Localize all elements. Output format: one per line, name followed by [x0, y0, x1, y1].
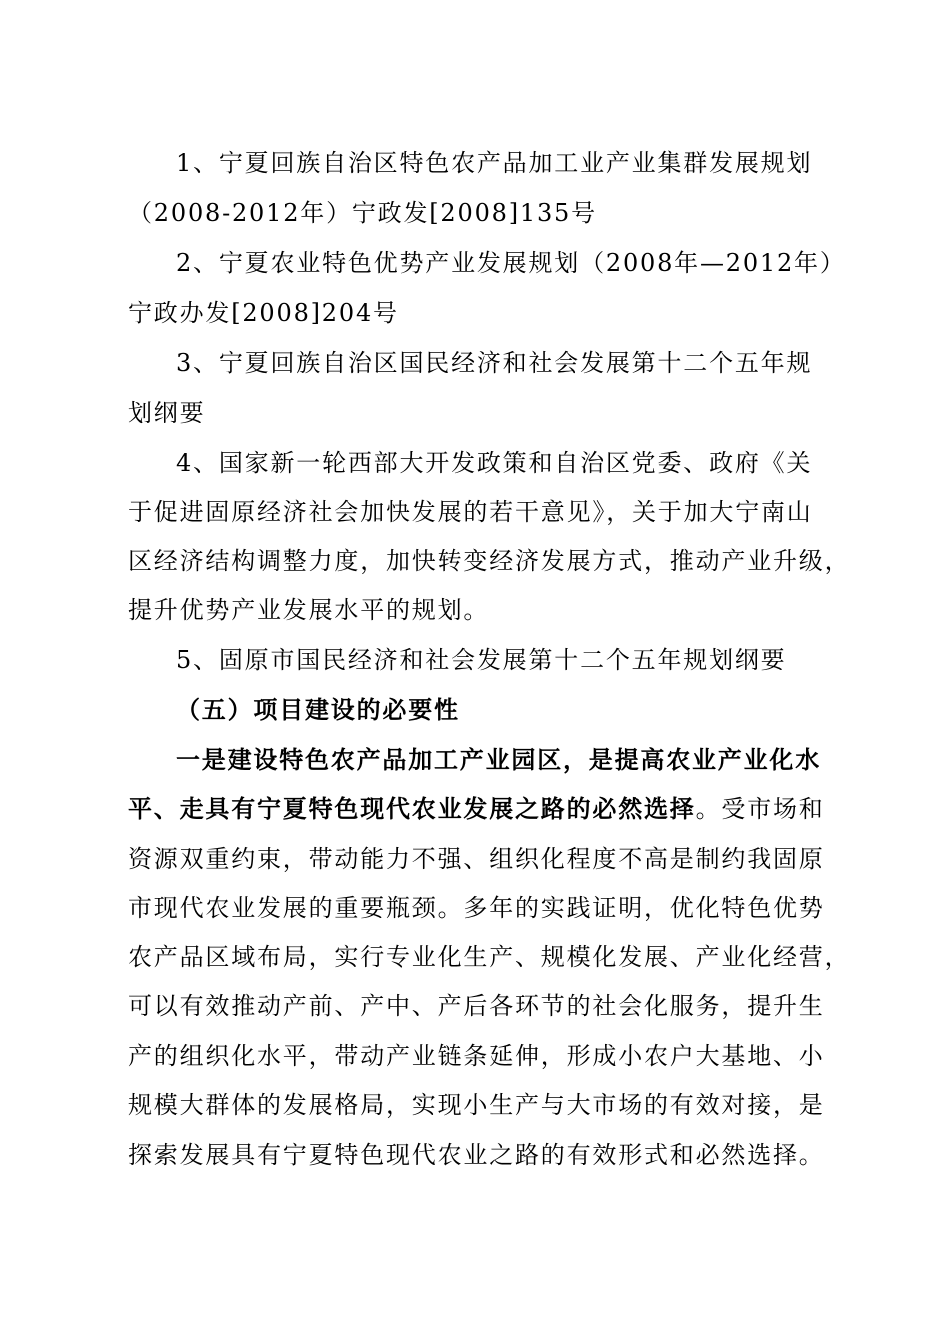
reference-5-line-1: 5、固原市国民经济和社会发展第十二个五年规划纲要 [176, 646, 787, 674]
reference-4-line-4: 提升优势产业发展水平的规划。 [128, 596, 490, 624]
reference-4-line-2: 于促进固原经济社会加快发展的若干意见》，关于加大宁南山 [128, 498, 813, 526]
necessity-bold-line-1: 一是建设特色农产品加工产业园区，是提高农业产业化水 [176, 745, 821, 774]
reference-4-line-1: 4、国家新一轮西部大开发政策和自治区党委、政府《关 [176, 449, 813, 477]
necessity-line-7: 产的组织化水平，带动产业链条延伸，形成小农户大基地、小 [128, 1042, 825, 1070]
reference-3-line-1: 3、宁夏回族自治区国民经济和社会发展第十二个五年规 [176, 349, 813, 377]
necessity-line-8: 规模大群体的发展格局，实现小生产与大市场的有效对接，是 [128, 1091, 825, 1119]
reference-4-line-3: 区经济结构调整力度，加快转变经济发展方式，推动产业升级， [128, 547, 851, 575]
necessity-line-6: 可以有效推动产前、产中、产后各环节的社会化服务，提升生 [128, 992, 825, 1020]
reference-1-line-2: （2008-2012年）宁政发[2008]135号 [128, 199, 597, 227]
necessity-line-4: 市现代农业发展的重要瓶颈。多年的实践证明，优化特色优势 [128, 894, 825, 922]
reference-2-line-2: 宁政办发[2008]204号 [128, 299, 399, 327]
necessity-bold-line-2: 平、走具有宁夏特色现代农业发展之路的必然选择 [128, 794, 696, 823]
necessity-line-2 [128, 794, 828, 824]
necessity-line-3: 资源双重约束，带动能力不强、组织化程度不高是制约我固原 [128, 845, 825, 873]
necessity-line-2-rest: 。受市场和 [695, 795, 825, 823]
reference-2-line-1: 2、宁夏农业特色优势产业发展规划（2008年—2012年） [176, 249, 846, 277]
reference-3-line-2: 划纲要 [128, 399, 206, 427]
necessity-line-9: 探索发展具有宁夏特色现代农业之路的有效形式和必然选择。 [128, 1141, 825, 1169]
reference-1-line-1: 1、宁夏回族自治区特色农产品加工业产业集群发展规划 [176, 149, 813, 177]
section-heading: （五）项目建设的必要性 [176, 695, 460, 724]
necessity-line-5: 农产品区域布局，实行专业化生产、规模化发展、产业化经营， [128, 943, 851, 971]
